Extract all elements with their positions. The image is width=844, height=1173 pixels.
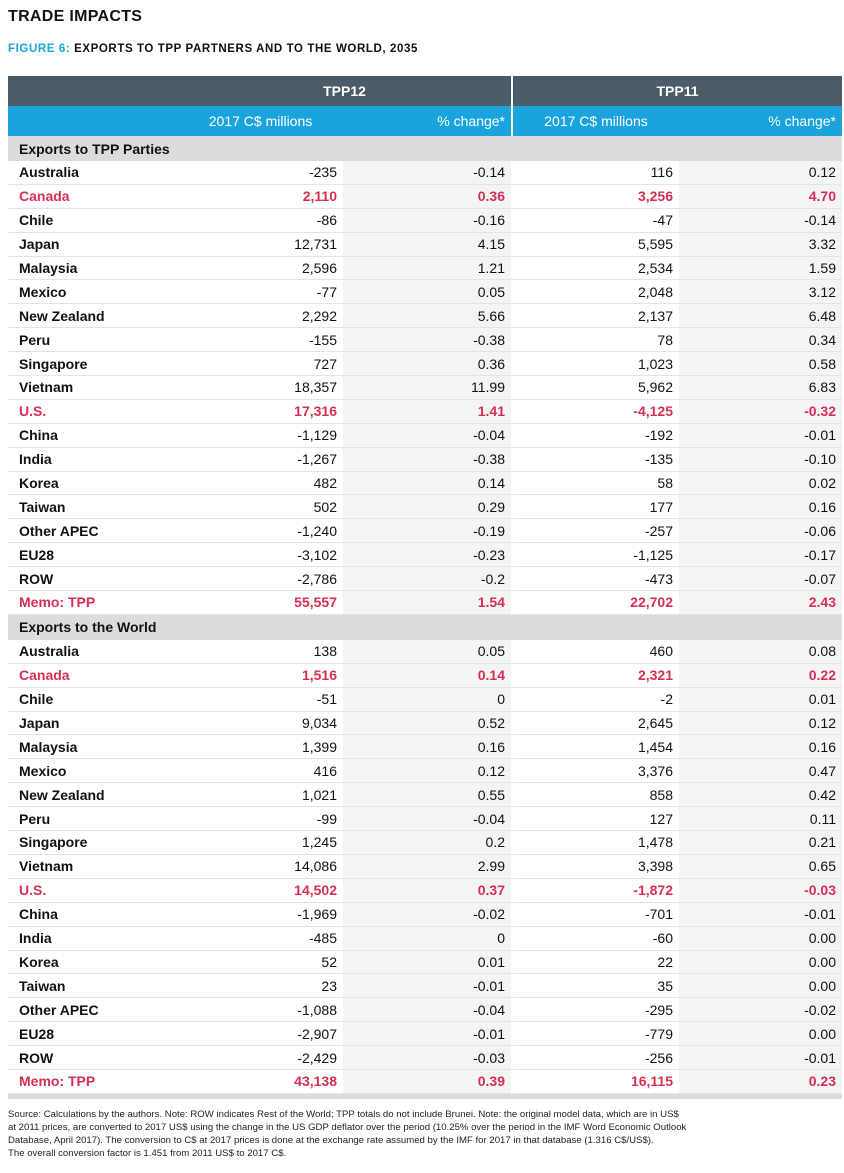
tpp11-millions-cell: 858 [513,783,679,807]
tpp11-change-cell: -0.01 [679,424,842,448]
table-row-highlighted [8,185,842,209]
row-label: Singapore [8,831,178,855]
table-row [8,376,842,400]
tpp11-millions-cell: -1,125 [513,543,679,567]
tpp11-change-cell: -0.07 [679,567,842,591]
tpp12-millions-cell: 17,316 [178,400,343,424]
tpp11-millions-cell: -1,872 [513,879,679,903]
tpp11-millions-cell: 177 [513,495,679,519]
tpp11-millions-cell: 127 [513,807,679,831]
row-label: EU28 [8,1022,178,1046]
tpp11-millions-cell: 3,376 [513,759,679,783]
tpp12-millions-cell: -2,429 [178,1046,343,1070]
tpp11-change-cell: 0.00 [679,974,842,998]
table-row [8,161,842,185]
tpp12-millions-cell: -1,969 [178,903,343,927]
table-bottom-rule [8,1094,842,1099]
table-row [8,759,842,783]
table-row [8,974,842,998]
table-row [8,495,842,519]
tpp11-millions-cell: 16,115 [513,1070,679,1094]
tpp11-change-cell: -0.03 [679,879,842,903]
row-label: Malaysia [8,257,178,281]
table-row [8,998,842,1022]
tpp12-change-cell: -0.23 [343,543,513,567]
tpp12-millions-cell: 1,021 [178,783,343,807]
tpp12-millions-cell: -3,102 [178,543,343,567]
row-label: Taiwan [8,495,178,519]
tpp11-change-cell: 0.22 [679,664,842,688]
row-label: U.S. [8,400,178,424]
exports-table [8,76,842,1099]
table-row [8,352,842,376]
tpp11-change-cell: 0.47 [679,759,842,783]
tpp12-millions-cell: 482 [178,472,343,496]
tpp12-millions-cell: 14,086 [178,855,343,879]
tpp11-change-cell: 0.65 [679,855,842,879]
header-tpp12: TPP12 [178,76,513,106]
tpp11-millions-cell: 5,962 [513,376,679,400]
tpp12-millions-cell: 14,502 [178,879,343,903]
table-row [8,735,842,759]
subheader-blank [8,106,178,136]
table-row [8,807,842,831]
table-row [8,712,842,736]
tpp12-change-cell: 0 [343,927,513,951]
tpp11-millions-cell: 1,454 [513,735,679,759]
subheader-tpp12-change: % change* [343,106,513,136]
row-label: EU28 [8,543,178,567]
tpp12-change-cell: -0.04 [343,424,513,448]
tpp11-millions-cell: -256 [513,1046,679,1070]
table-row [8,927,842,951]
section-header-row [8,615,842,640]
tpp11-millions-cell: 3,256 [513,185,679,209]
tpp11-change-cell: 0.00 [679,951,842,975]
tpp11-change-cell: 1.59 [679,257,842,281]
tpp12-millions-cell: 9,034 [178,712,343,736]
row-label: U.S. [8,879,178,903]
row-label: Korea [8,472,178,496]
row-label: Chile [8,209,178,233]
row-label: Malaysia [8,735,178,759]
row-label: Singapore [8,352,178,376]
note-line: Source: Calculations by the authors. Note: ROW indicates Rest of the World; TPP totals do not include Brunei. Note: the original model data, which are in US$ [8,1109,679,1120]
tpp11-change-cell: 0.00 [679,1022,842,1046]
tpp11-change-cell: 0.11 [679,807,842,831]
row-label: Other APEC [8,519,178,543]
tpp11-change-cell: -0.06 [679,519,842,543]
tpp11-millions-cell: 2,137 [513,304,679,328]
table-body [8,136,842,1099]
table-row [8,233,842,257]
table-row [8,328,842,352]
row-label: China [8,424,178,448]
tpp12-millions-cell: 43,138 [178,1070,343,1094]
tpp12-change-cell: 0.05 [343,640,513,664]
tpp11-millions-cell: -779 [513,1022,679,1046]
tpp11-change-cell: 0.42 [679,783,842,807]
tpp12-millions-cell: 1,516 [178,664,343,688]
tpp11-millions-cell: 3,398 [513,855,679,879]
tpp11-millions-cell: 22,702 [513,591,679,615]
tpp12-millions-cell: -77 [178,280,343,304]
header-blank [8,76,178,106]
tpp11-millions-cell: 116 [513,161,679,185]
table-row [8,448,842,472]
table-row [8,855,842,879]
subheader-tpp11-change: % change* [679,106,842,136]
section-title: Exports to TPP Parties [8,136,842,161]
tpp11-millions-cell: -135 [513,448,679,472]
source-notes [8,1108,836,1160]
table-row [8,831,842,855]
tpp12-change-cell: -0.03 [343,1046,513,1070]
tpp12-millions-cell: 2,292 [178,304,343,328]
tpp11-millions-cell: -60 [513,927,679,951]
tpp11-change-cell: -0.32 [679,400,842,424]
tpp11-change-cell: 6.83 [679,376,842,400]
tpp11-change-cell: 0.12 [679,712,842,736]
tpp12-millions-cell: 52 [178,951,343,975]
row-label: Other APEC [8,998,178,1022]
table-row [8,280,842,304]
tpp11-change-cell: 3.12 [679,280,842,304]
tpp11-change-cell: 0.21 [679,831,842,855]
bottom-rule-cell [8,1094,842,1099]
tpp12-millions-cell: -1,240 [178,519,343,543]
tpp12-change-cell: 1.41 [343,400,513,424]
tpp11-change-cell: 6.48 [679,304,842,328]
row-label: ROW [8,1046,178,1070]
tpp12-change-cell: 0.16 [343,735,513,759]
row-label: Australia [8,640,178,664]
tpp12-change-cell: 0.52 [343,712,513,736]
tpp12-change-cell: -0.2 [343,567,513,591]
tpp12-change-cell: 0.14 [343,664,513,688]
tpp12-millions-cell: -99 [178,807,343,831]
tpp11-change-cell: -0.10 [679,448,842,472]
row-label: Memo: TPP [8,591,178,615]
tpp12-change-cell: -0.19 [343,519,513,543]
note-line: The overall conversion factor is 1.451 from 2011 US$ to 2017 C$. [8,1148,287,1159]
tpp12-millions-cell: -235 [178,161,343,185]
row-label: China [8,903,178,927]
row-label: Japan [8,233,178,257]
tpp12-change-cell: 0 [343,688,513,712]
tpp11-millions-cell: -192 [513,424,679,448]
tpp11-millions-cell: -473 [513,567,679,591]
row-label: Memo: TPP [8,1070,178,1094]
tpp11-change-cell: 2.43 [679,591,842,615]
tpp11-change-cell: 0.01 [679,688,842,712]
tpp12-millions-cell: 23 [178,974,343,998]
table-row [8,1046,842,1070]
tpp12-millions-cell: 1,245 [178,831,343,855]
tpp11-millions-cell: -47 [513,209,679,233]
table-row [8,543,842,567]
tpp11-change-cell: -0.17 [679,543,842,567]
table-row [8,567,842,591]
tpp12-change-cell: 0.39 [343,1070,513,1094]
tpp11-millions-cell: 460 [513,640,679,664]
tpp11-change-cell: 0.16 [679,495,842,519]
tpp11-change-cell: 3.32 [679,233,842,257]
table-row [8,688,842,712]
table-row-highlighted [8,1070,842,1094]
tpp12-millions-cell: 12,731 [178,233,343,257]
tpp12-millions-cell: -1,267 [178,448,343,472]
tpp11-change-cell: 0.23 [679,1070,842,1094]
tpp12-millions-cell: 18,357 [178,376,343,400]
figure-label: FIGURE 6: [8,43,71,55]
table-row [8,209,842,233]
row-label: India [8,927,178,951]
tpp12-millions-cell: 1,399 [178,735,343,759]
tpp12-change-cell: -0.38 [343,328,513,352]
tpp11-millions-cell: 5,595 [513,233,679,257]
tpp12-millions-cell: -2,786 [178,567,343,591]
tpp12-change-cell: -0.38 [343,448,513,472]
tpp11-change-cell: -0.01 [679,1046,842,1070]
row-label: Taiwan [8,974,178,998]
tpp12-millions-cell: -2,907 [178,1022,343,1046]
figure-title [8,43,418,55]
section-title: TRADE IMPACTS [8,8,143,25]
tpp12-millions-cell: 416 [178,759,343,783]
tpp11-millions-cell: -2 [513,688,679,712]
table-row [8,951,842,975]
row-label: Mexico [8,280,178,304]
section-title: Exports to the World [8,615,842,640]
tpp11-millions-cell: -4,125 [513,400,679,424]
table-row [8,304,842,328]
tpp11-millions-cell: 58 [513,472,679,496]
row-label: New Zealand [8,783,178,807]
tpp12-change-cell: 0.37 [343,879,513,903]
tpp12-millions-cell: 727 [178,352,343,376]
tpp11-millions-cell: 1,023 [513,352,679,376]
tpp12-change-cell: 0.01 [343,951,513,975]
section-header-row [8,136,842,161]
table-row-highlighted [8,664,842,688]
tpp12-millions-cell: -485 [178,927,343,951]
tpp12-millions-cell: -86 [178,209,343,233]
tpp12-millions-cell: 2,110 [178,185,343,209]
header-tpp11: TPP11 [513,76,842,106]
tpp11-change-cell: -0.14 [679,209,842,233]
row-label: Canada [8,185,178,209]
tpp12-change-cell: 0.55 [343,783,513,807]
tpp11-change-cell: 0.58 [679,352,842,376]
row-label: Japan [8,712,178,736]
tpp11-change-cell: 0.12 [679,161,842,185]
tpp11-millions-cell: -257 [513,519,679,543]
tpp12-millions-cell: -1,129 [178,424,343,448]
header-units-row [8,106,842,136]
tpp11-change-cell: 0.08 [679,640,842,664]
table-row [8,783,842,807]
row-label: Peru [8,328,178,352]
tpp12-change-cell: 0.05 [343,280,513,304]
tpp12-change-cell: -0.14 [343,161,513,185]
tpp12-change-cell: 1.54 [343,591,513,615]
tpp11-millions-cell: 2,048 [513,280,679,304]
row-label: India [8,448,178,472]
table-row [8,640,842,664]
tpp11-change-cell: 0.02 [679,472,842,496]
table-row [8,472,842,496]
tpp12-millions-cell: -155 [178,328,343,352]
table-row [8,903,842,927]
tpp11-change-cell: 0.34 [679,328,842,352]
note-line: at 2011 prices, are converted to 2017 US$ using the change in the US GDP deflator over the period (10.25% over the period in the IMF Word Economic Outlook [8,1122,687,1133]
tpp12-millions-cell: 502 [178,495,343,519]
tpp11-millions-cell: 2,645 [513,712,679,736]
tpp11-change-cell: -0.02 [679,998,842,1022]
tpp12-millions-cell: 2,596 [178,257,343,281]
subheader-tpp11-millions: 2017 C$ millions [513,106,679,136]
note-line: Database, April 2017). The conversion to C$ at 2017 prices is done at the exchange rate assumed by the IMF for 2017 in that database (1.316 C$/US$). [8,1135,654,1146]
tpp11-change-cell: 0.16 [679,735,842,759]
tpp12-millions-cell: 138 [178,640,343,664]
row-label: Chile [8,688,178,712]
table-row-highlighted [8,591,842,615]
table-row-highlighted [8,879,842,903]
tpp12-change-cell: 0.14 [343,472,513,496]
table-row [8,257,842,281]
row-label: Mexico [8,759,178,783]
tpp11-millions-cell: 1,478 [513,831,679,855]
tpp12-change-cell: 0.29 [343,495,513,519]
row-label: Peru [8,807,178,831]
tpp12-change-cell: 0.2 [343,831,513,855]
tpp11-change-cell: 4.70 [679,185,842,209]
tpp12-change-cell: 0.12 [343,759,513,783]
row-label: Canada [8,664,178,688]
tpp12-change-cell: 4.15 [343,233,513,257]
tpp12-change-cell: -0.04 [343,807,513,831]
tpp12-change-cell: -0.01 [343,1022,513,1046]
tpp12-change-cell: 2.99 [343,855,513,879]
row-label: Vietnam [8,376,178,400]
subheader-tpp12-millions: 2017 C$ millions [178,106,343,136]
table-row [8,519,842,543]
tpp12-change-cell: 0.36 [343,352,513,376]
tpp12-change-cell: -0.16 [343,209,513,233]
tpp12-change-cell: 1.21 [343,257,513,281]
tpp11-millions-cell: 2,321 [513,664,679,688]
tpp12-change-cell: -0.01 [343,974,513,998]
tpp12-change-cell: -0.02 [343,903,513,927]
header-group-row [8,76,842,106]
row-label: New Zealand [8,304,178,328]
tpp11-millions-cell: -295 [513,998,679,1022]
tpp12-millions-cell: -51 [178,688,343,712]
tpp11-millions-cell: 78 [513,328,679,352]
row-label: Vietnam [8,855,178,879]
row-label: ROW [8,567,178,591]
table-row [8,1022,842,1046]
tpp12-change-cell: 11.99 [343,376,513,400]
table-row-highlighted [8,400,842,424]
table-row [8,424,842,448]
tpp11-change-cell: -0.01 [679,903,842,927]
tpp12-change-cell: 5.66 [343,304,513,328]
tpp11-millions-cell: -701 [513,903,679,927]
figure-caption: EXPORTS TO TPP PARTNERS AND TO THE WORLD, 2035 [74,43,418,55]
tpp11-change-cell: 0.00 [679,927,842,951]
tpp11-millions-cell: 35 [513,974,679,998]
tpp11-millions-cell: 22 [513,951,679,975]
row-label: Korea [8,951,178,975]
tpp12-millions-cell: -1,088 [178,998,343,1022]
tpp12-change-cell: -0.04 [343,998,513,1022]
tpp12-millions-cell: 55,557 [178,591,343,615]
tpp12-change-cell: 0.36 [343,185,513,209]
tpp11-millions-cell: 2,534 [513,257,679,281]
row-label: Australia [8,161,178,185]
